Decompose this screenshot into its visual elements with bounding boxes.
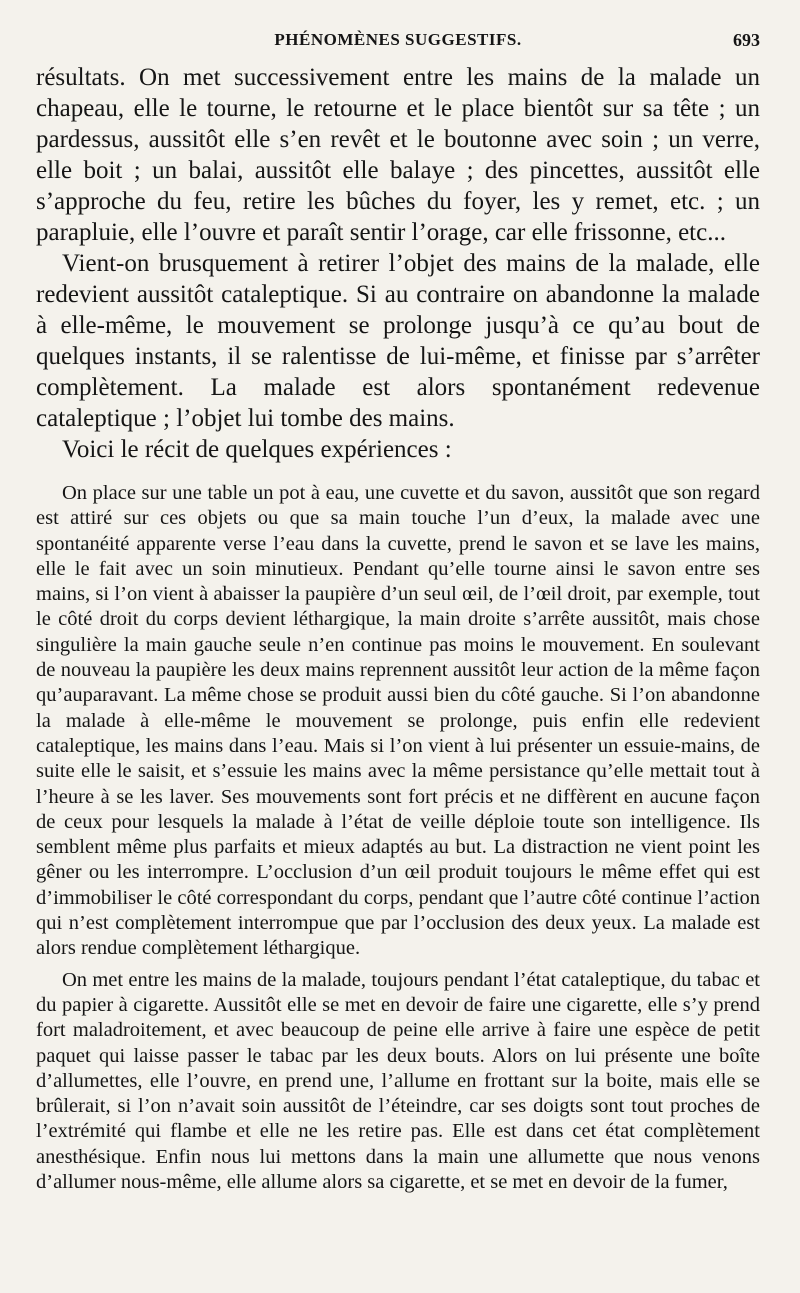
paragraph-2: Vient-on brusquement à retirer l’objet des mains de la malade, elle redevient aussitôt cataleptique. Si au contraire on abandonne la malade à elle-même, le mouvement se prolonge jusqu’à ce qu’au bout de quelques instants, il se ralentisse de lui-même, et finisse par s’arrêter complètement. La malade est alors spontanément redevenue cataleptique ; l’objet lui tombe des mains. xyxy=(36,250,760,432)
quoted-text xyxy=(36,481,760,1195)
page-header xyxy=(36,0,760,62)
main-text xyxy=(36,62,760,465)
paragraph-1: résultats. On met successivement entre les mains de la malade un chapeau, elle le tourne, le retourne et le place bientôt sur sa tête ; un pardessus, aussitôt elle s’en revêt et le boutonne avec soin ; un verre, elle boit ; un balai, aussitôt elle balaye ; des pincettes, aussitôt elle s’approche du feu, retire les bûches du foyer, les y remet, etc. ; un parapluie, elle l’ouvre et paraît sentir l’orage, car elle frissonne, etc... xyxy=(36,64,760,246)
page-number: 693 xyxy=(733,30,760,50)
running-title: PHÉNOMÈNES SUGGESTIFS. xyxy=(274,30,522,49)
paragraph-3: Voici le récit de quelques expériences : xyxy=(62,436,452,463)
quote-paragraph-2: On met entre les mains de la malade, toujours pendant l’état cataleptique, du tabac et du papier à cigarette. Aussitôt elle se met en devoir de faire une cigarette, elle s’y prend fort maladroitement, et avec beaucoup de peine elle arrive à faire une espèce de petit paquet qui laisse passer le tabac par les deux bouts. Alors on lui présente une boîte d’allumettes, elle l’ouvre, en prend une, l’allume en frottant sur la boite, mais elle se brûlerait, si l’on n’avait soin aussitôt de l’éteindre, car ses doigts sont tout proches de l’extrémité qui flambe et elle ne les retire pas. Elle est dans cet état complètement anesthésique. Enfin nous lui mettons dans la main une allumette que nous venons d’allumer nous-même, elle allume alors sa cigarette, et se met en devoir de la fumer, xyxy=(36,968,760,1194)
quote-paragraph-1: On place sur une table un pot à eau, une cuvette et du savon, aussitôt que son regard est attiré sur ces objets ou que sa main touche l’un d’eux, la malade avec une spontanéité apparente verse l’eau dans la cuvette, prend le savon et se lave les mains, elle le fait avec un soin minutieux. Pendant qu’elle tourne ainsi le savon entre ses mains, si l’on vient à abaisser la paupière d’un seul œil, de l’œil droit, par exemple, tout le côté droit du corps devient léthargique, la main droite s’arrête aussitôt, mais chose singulière la main gauche seule n’en continue pas moins le mouvement. En soulevant de nouveau la paupière les deux mains reprennent aussitôt leur action de la même façon qu’auparavant. La même chose se produit aussi bien du côté gauche. Si l’on abandonne la malade à elle-même le mouvement se prolonge, puis enfin elle redevient cataleptique, les mains dans l’eau. Mais si l’on vient à lui présenter un essuie-mains, de suite elle le saisit, et s’essuie les mains avec la même persistance qu’elle mettait tout à l’heure à se les laver. Ses mouvements sont fort précis et ne diffèrent en aucune façon de ceux pour lesquels la malade à l’état de veille déploie toute son intelligence. Ils semblent même plus parfaits et mieux adaptés au but. La distraction ne vient point les gêner ou les interrompre. L’occlusion d’un œil produit toujours le même effet qui est d’immobiliser le côté correspondant du corps, pendant que l’autre côté continue l’action qui n’est complètement interrompue que par l’occlusion des deux yeux. La malade est alors rendue complètement léthargique. xyxy=(36,482,760,960)
